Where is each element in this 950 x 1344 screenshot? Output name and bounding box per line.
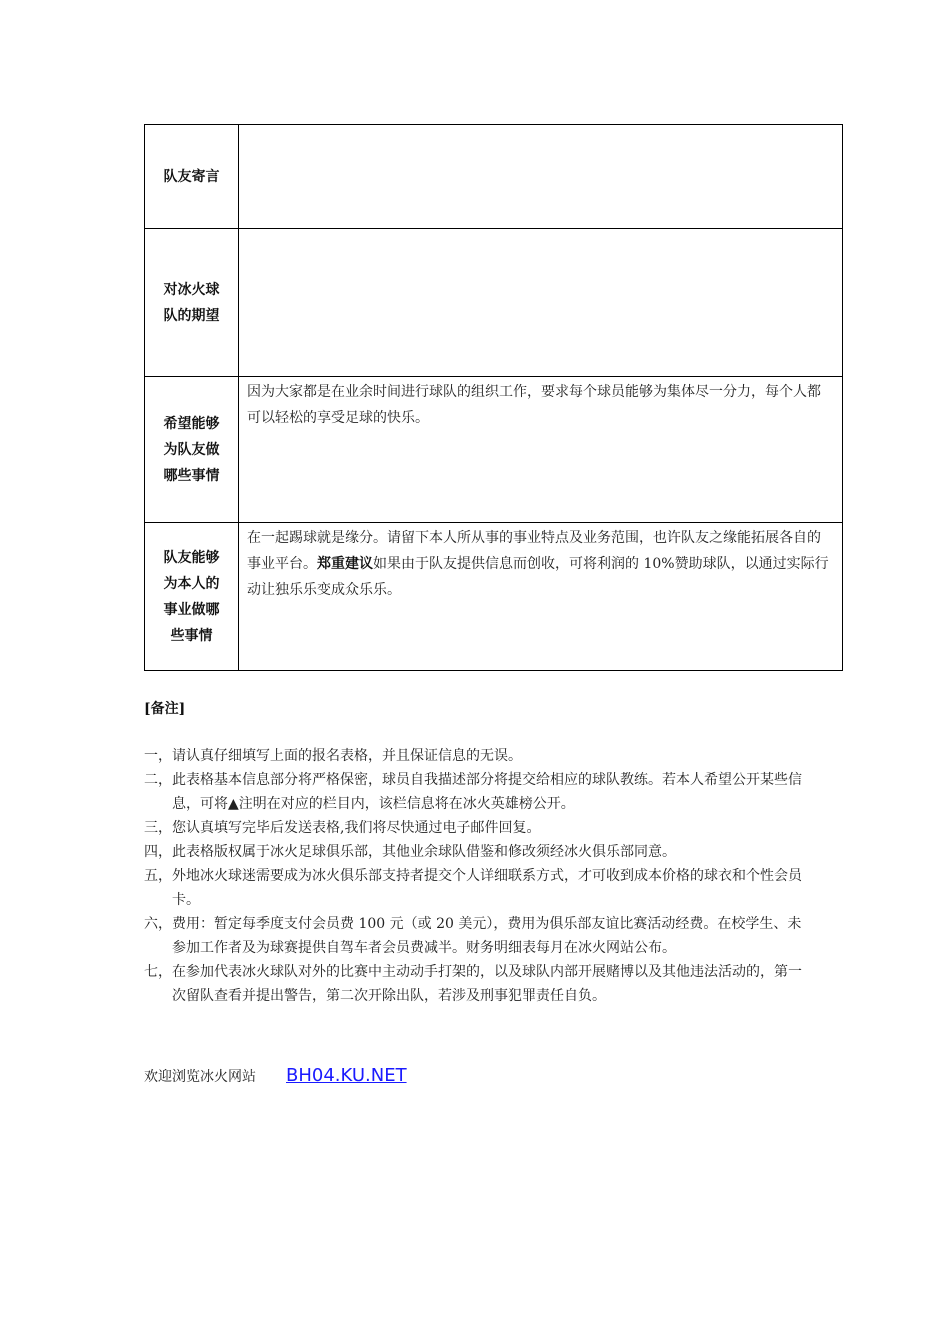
list-item: 五，外地冰火球迷需要成为冰火俱乐部支持者提交个人详细联系方式，才可收到成本价格的球衣和个性会员卡。 xyxy=(144,868,802,908)
career-help-label: 队友能够 为本人的 事业做哪 些事情 xyxy=(163,549,220,644)
row-label-cell xyxy=(145,377,239,523)
list-item: 二，此表格基本信息部分将严格保密，球员自我描述部分将提交给相应的球队教练。若本人希望公开某些信息，可将▲注明在对应的栏目内，该栏信息将在冰火英雄榜公开。 xyxy=(144,772,802,812)
list-item: 四，此表格版权属于冰火足球俱乐部，其他业余球队借鉴和修改须经冰火俱乐部同意。 xyxy=(144,844,676,860)
table-row xyxy=(145,523,843,671)
team-expectation-label: 对冰火球 队的期望 xyxy=(163,281,220,324)
help-teammates-label: 希望能够 为队友做 哪些事情 xyxy=(163,415,220,484)
signup-form-table xyxy=(144,124,843,671)
table-row xyxy=(145,125,843,229)
help-teammates-field[interactable]: 因为大家都是在业余时间进行球队的组织工作，要求每个球员能够为集体尽一分力，每个人都可以轻松的享受足球的快乐。 xyxy=(239,377,843,523)
career-help-field[interactable] xyxy=(239,523,843,671)
table-row xyxy=(145,229,843,377)
list-item: 六，费用：暂定每季度支付会员费 100 元（或 20 美元），费用为俱乐部友谊比赛活动经费。在校学生、未参加工作者及为球赛提供自驾车者会员费减半。财务明细表每月在冰火网站公布。 xyxy=(144,916,802,956)
list-item: 三，您认真填写完毕后发送表格,我们将尽快通过电子邮件回复。 xyxy=(144,820,541,836)
teammate-message-field[interactable] xyxy=(239,125,843,229)
strong-suggestion: 郑重建议 xyxy=(317,556,373,572)
row-label-cell xyxy=(145,229,239,377)
career-help-text: 在一起踢球就是缘分。请留下本人所从事的事业特点及业务范围，也许队友之缘能拓展各自的事业平台。 xyxy=(247,530,821,572)
list-item: 七，在参加代表冰火球队对外的比赛中主动动手打架的，以及球队内部开展赌博以及其他违法活动的，第一次留队查看并提出警告，第二次开除出队，若涉及刑事犯罪责任自负。 xyxy=(144,964,802,1004)
footer-text: 欢迎浏览冰火网站 xyxy=(144,1069,256,1085)
notes-title: [备注] xyxy=(144,701,186,717)
row-label-cell xyxy=(145,125,239,229)
career-help-text-continued: 如果由于队友提供信息而创收，可将利润的 10%赞助球队，以通过实际行动让独乐乐变成众乐乐。 xyxy=(247,556,829,598)
notes-list xyxy=(144,744,804,1008)
list-item: 一，请认真仔细填写上面的报名表格，并且保证信息的无误。 xyxy=(144,748,522,764)
teammate-message-label: 队友寄言 xyxy=(163,168,220,185)
team-expectation-field[interactable] xyxy=(239,229,843,377)
footer xyxy=(144,1064,407,1089)
website-link[interactable]: BH04.KU.NET xyxy=(286,1065,407,1086)
row-label-cell xyxy=(145,523,239,671)
table-row xyxy=(145,377,843,523)
